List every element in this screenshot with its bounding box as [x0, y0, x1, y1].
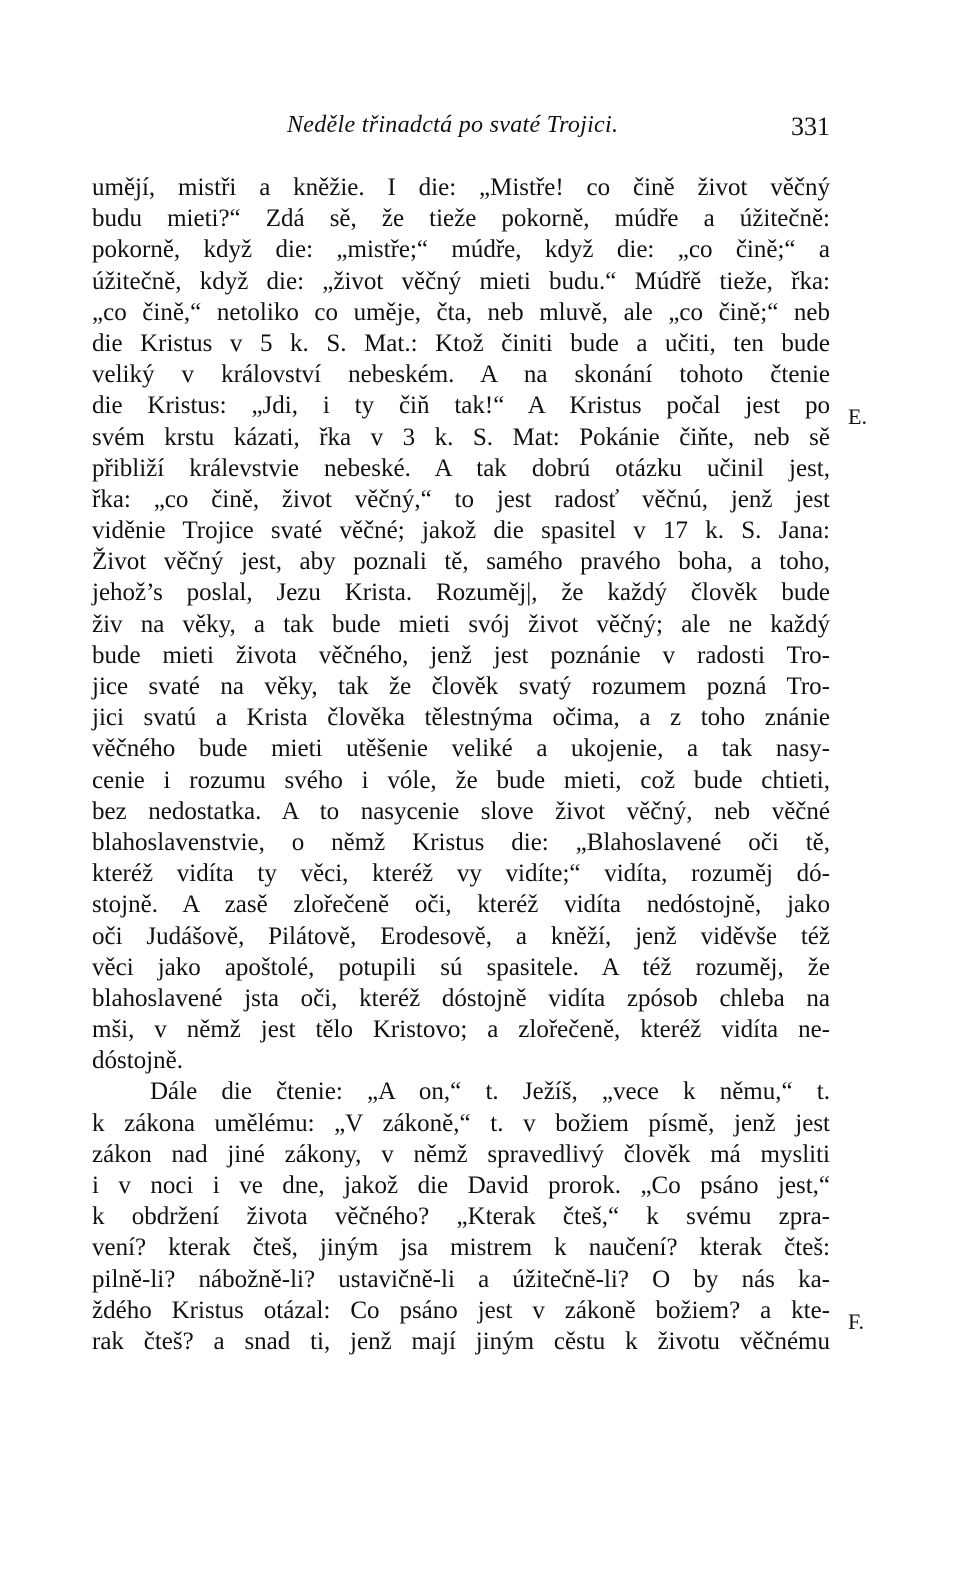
margin-note-e: E.	[848, 404, 867, 429]
text-line: věčného bude mieti utěšenie veliké a ukojenie, a tak nasy-	[92, 735, 830, 763]
text-line: rak čteš? a snad ti, jenž mají jiným cěstu k životu věčnému	[92, 1327, 830, 1355]
text-line: cenie i rozumu svého i vóle, že bude mieti, což bude chtieti,	[92, 766, 830, 794]
text-line: úžitečně, když die: „život věčný mieti budu.“ Múdřě tieže, řka:	[92, 267, 830, 295]
text-line: stojně. A zasě zlořečeně oči, kteréž vidíta nedóstojně, jako	[92, 891, 830, 919]
text-line: k zákona umělému: „V zákoně,“ t. v božiem písmě, jenž jest	[92, 1109, 830, 1137]
text-line: „co čině,“ netoliko co uměje, čta, neb mluvě, ale „co čině;“ neb	[92, 298, 830, 326]
text-line: zákon nad jiné zákony, v němž spravedlivý člověk má mysliti	[92, 1140, 830, 1168]
page-header	[92, 112, 830, 148]
text-line: kteréž vidíta ty věci, kteréž vy vidíte;“ vidíta, rozuměj dó-	[92, 860, 830, 888]
text-line: svém krstu kázati, řka v 3 k. S. Mat: Pokánie čiňte, neb sě	[92, 423, 830, 451]
text-line: pilně-li? nábožně-li? ustavičně-li a úžitečně-li? O by nás ka-	[92, 1265, 830, 1293]
text-line: ždého Kristus otázal: Co psáno jest v zákoně božiem? a kte-	[92, 1296, 830, 1324]
text-line: budu mieti?“ Zdá sě, že tieže pokorně, múdře a úžitečně:	[92, 205, 830, 233]
text-line: řka: „co čině, život věčný,“ to jest radosť věčnú, jenž jest	[92, 485, 830, 513]
text-line: mši, v němž jest tělo Kristovo; a zlořečeně, kteréž vidíta ne-	[92, 1016, 830, 1044]
text-line: věci jako apoštolé, potupili sú spasitele. A též rozuměj, že	[92, 953, 830, 981]
body-text	[92, 172, 830, 1357]
text-line: oči Judášově, Pilátově, Erodesově, a kněží, jenž viděvše též	[92, 922, 830, 950]
page-number: 331	[791, 112, 830, 141]
text-line: bude mieti života věčného, jenž jest poznánie v radosti Tro-	[92, 641, 830, 669]
text-line: umějí, mistři a kněžie. I die: „Mistře! co čině život věčný	[92, 174, 830, 201]
running-title: Neděle třinadctá po svaté Trojici.	[287, 112, 619, 138]
text-line: blahoslavenstvie, o němž Kristus die: „Blahoslavené oči tě,	[92, 828, 830, 856]
text-line: jice svaté na věky, tak že člověk svatý rozumem pozná Tro-	[92, 673, 830, 700]
text-line: jici svatú a Krista člověka tělestnýma očima, a z toho znánie	[92, 704, 830, 732]
paragraph-start-line: Dále die čtenie: „A on,“ t. Ježíš, „vece k němu,“ t.	[150, 1078, 830, 1106]
paragraph-end-line: dóstojně.	[92, 1047, 183, 1075]
margin-note-f: F.	[848, 1309, 864, 1334]
text-line: blahoslavené jsta oči, kteréž dóstojně vidíta zpósob chleba na	[92, 984, 830, 1012]
text-line: i v noci i ve dne, jakož die David prorok. „Co psáno jest,“	[92, 1172, 830, 1199]
text-line: k obdržení života věčného? „Kterak čteš,“ k svému zpra-	[92, 1203, 830, 1231]
text-line: veliký v království nebeském. A na skonání tohoto čtenie	[92, 361, 830, 389]
text-line: pokorně, když die: „mistře;“ múdře, když die: „co čině;“ a	[92, 236, 830, 264]
text-line: vení? kterak čteš, jiným jsa mistrem k naučení? kterak čteš:	[92, 1234, 830, 1262]
text-line: přibliží králevstvie nebeské. A tak dobrú otázku učinil jest,	[92, 454, 830, 482]
text-line: bez nedostatka. A to nasycenie slove život věčný, neb věčné	[92, 797, 830, 825]
text-line: die Kristus v 5 k. S. Mat.: Ktož činiti bude a učiti, ten bude	[92, 329, 830, 357]
text-line: živ na věky, a tak bude mieti svój život věčný; ale ne každý	[92, 610, 830, 638]
text-line: viděnie Trojice svaté věčné; jakož die spasitel v 17 k. S. Jana:	[92, 517, 830, 545]
text-line: Život věčný jest, aby poznali tě, samého pravého boha, a toho,	[92, 548, 830, 576]
text-line: die Kristus: „Jdi, i ty čiň tak!“ A Kristus počal jest po	[92, 392, 830, 420]
text-line: jehož’s poslal, Jezu Krista. Rozuměj|, že každý člověk bude	[92, 579, 830, 607]
